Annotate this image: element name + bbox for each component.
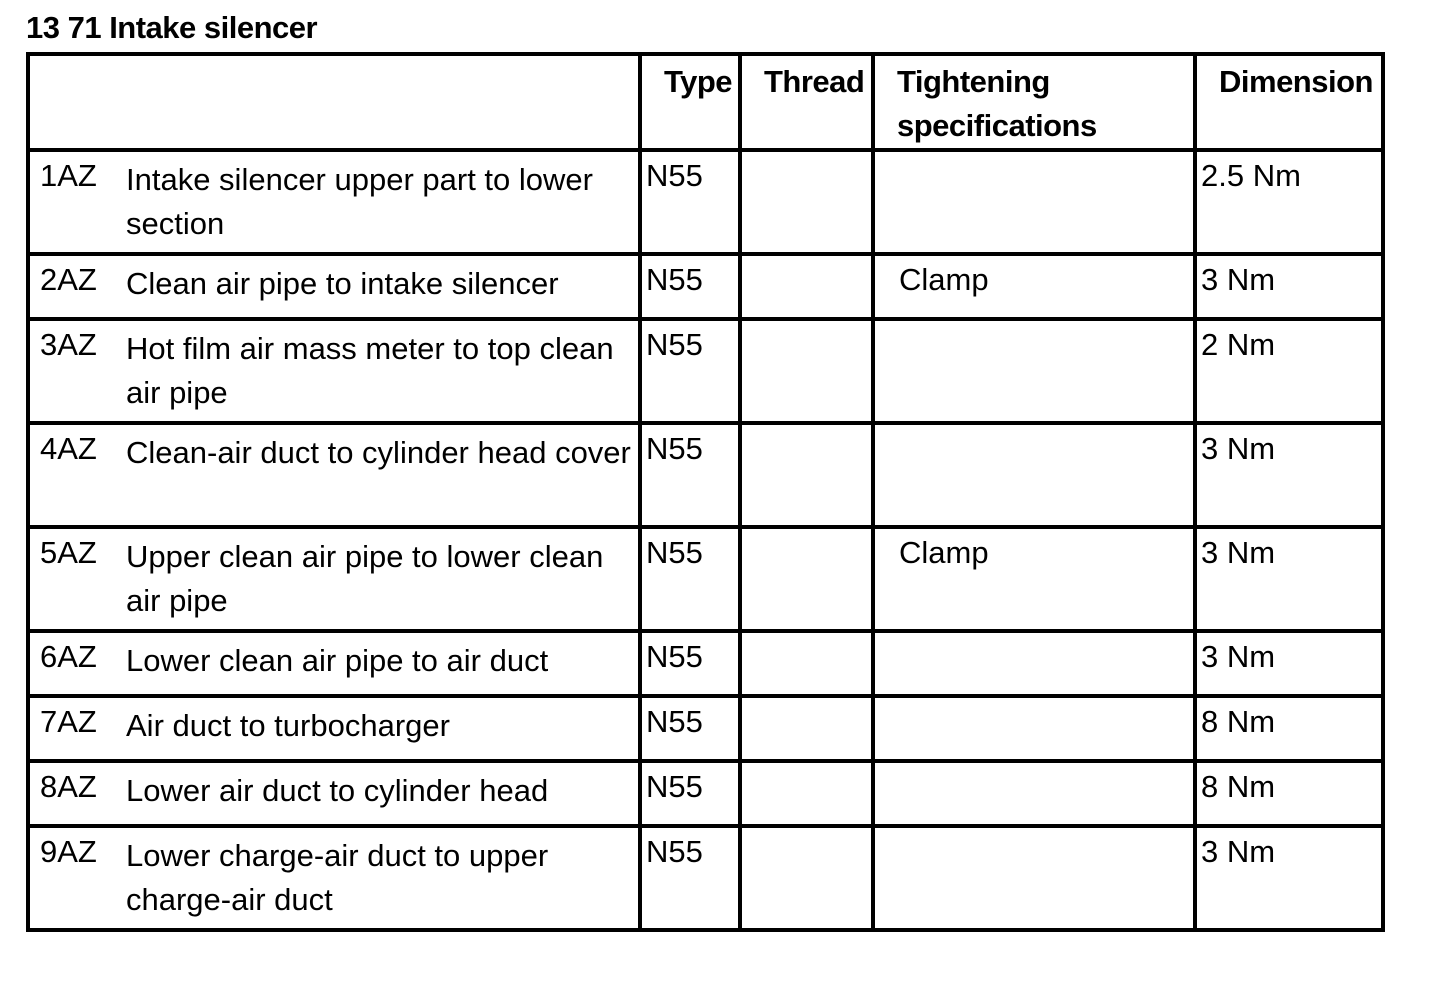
dimension-cell: 3 Nm (1195, 826, 1383, 930)
item-code: 1AZ (40, 158, 97, 193)
description-cell (28, 423, 640, 527)
item-description: Upper clean air pipe to lower clean air pipe (126, 539, 604, 618)
specification-cell (873, 150, 1195, 254)
dimension-cell: 8 Nm (1195, 696, 1383, 761)
thread-cell (740, 150, 873, 254)
type-cell: N55 (640, 150, 740, 254)
type-cell: N55 (640, 423, 740, 527)
type-cell: N55 (640, 761, 740, 826)
thread-cell (740, 761, 873, 826)
description-cell (28, 826, 640, 930)
thread-cell (740, 254, 873, 319)
item-description: Intake silencer upper part to lower section (126, 162, 593, 241)
specification-cell (873, 631, 1195, 696)
item-code: 3AZ (40, 327, 97, 362)
item-description: Clean air pipe to intake silencer (126, 266, 559, 301)
thread-cell (740, 527, 873, 631)
description-cell (28, 761, 640, 826)
thread-cell (740, 423, 873, 527)
specification-cell (873, 826, 1195, 930)
tightening-table (26, 52, 1385, 932)
item-description: Air duct to turbocharger (126, 708, 450, 743)
table-row (28, 254, 1383, 319)
table-row (28, 150, 1383, 254)
table-row (28, 826, 1383, 930)
specification-cell (873, 696, 1195, 761)
item-description: Lower air duct to cylinder head (126, 773, 549, 808)
item-code: 4AZ (40, 431, 97, 466)
item-code: 2AZ (40, 262, 97, 297)
type-cell: N55 (640, 631, 740, 696)
type-cell: N55 (640, 696, 740, 761)
table-row (28, 761, 1383, 826)
header-description (28, 54, 640, 150)
item-description: Lower clean air pipe to air duct (126, 643, 549, 678)
dimension-cell: 3 Nm (1195, 423, 1383, 527)
description-cell (28, 254, 640, 319)
table-row (28, 527, 1383, 631)
dimension-cell: 3 Nm (1195, 254, 1383, 319)
description-cell (28, 527, 640, 631)
description-cell (28, 696, 640, 761)
specification-cell (873, 319, 1195, 423)
specification-cell (873, 423, 1195, 527)
description-cell (28, 150, 640, 254)
thread-cell (740, 696, 873, 761)
dimension-cell: 8 Nm (1195, 761, 1383, 826)
thread-cell (740, 319, 873, 423)
type-cell: N55 (640, 254, 740, 319)
item-description: Clean-air duct to cylinder head cover (126, 435, 631, 470)
specification-cell: Clamp (873, 254, 1195, 319)
specification-cell: Clamp (873, 527, 1195, 631)
dimension-cell: 3 Nm (1195, 527, 1383, 631)
dimension-cell: 2 Nm (1195, 319, 1383, 423)
type-cell: N55 (640, 826, 740, 930)
thread-cell (740, 826, 873, 930)
table-row (28, 696, 1383, 761)
table-row (28, 631, 1383, 696)
dimension-cell: 2.5 Nm (1195, 150, 1383, 254)
dimension-cell: 3 Nm (1195, 631, 1383, 696)
table-header-row (28, 54, 1383, 150)
table-row (28, 423, 1383, 527)
type-cell: N55 (640, 527, 740, 631)
item-code: 5AZ (40, 535, 97, 570)
item-code: 6AZ (40, 639, 97, 674)
header-tightening-specifications: Tightening specifications (873, 54, 1195, 150)
type-cell: N55 (640, 319, 740, 423)
item-code: 7AZ (40, 704, 97, 739)
item-description: Lower charge-air duct to upper charge-air duct (126, 838, 549, 917)
description-cell (28, 319, 640, 423)
header-dimension: Dimension (1195, 54, 1383, 150)
item-code: 8AZ (40, 769, 97, 804)
description-cell (28, 631, 640, 696)
thread-cell (740, 631, 873, 696)
table-row (28, 319, 1383, 423)
item-description: Hot film air mass meter to top clean air pipe (126, 331, 614, 410)
header-thread: Thread (740, 54, 873, 150)
item-code: 9AZ (40, 834, 97, 869)
document-title: 13 71 Intake silencer (26, 10, 318, 45)
header-type: Type (640, 54, 740, 150)
specification-cell (873, 761, 1195, 826)
